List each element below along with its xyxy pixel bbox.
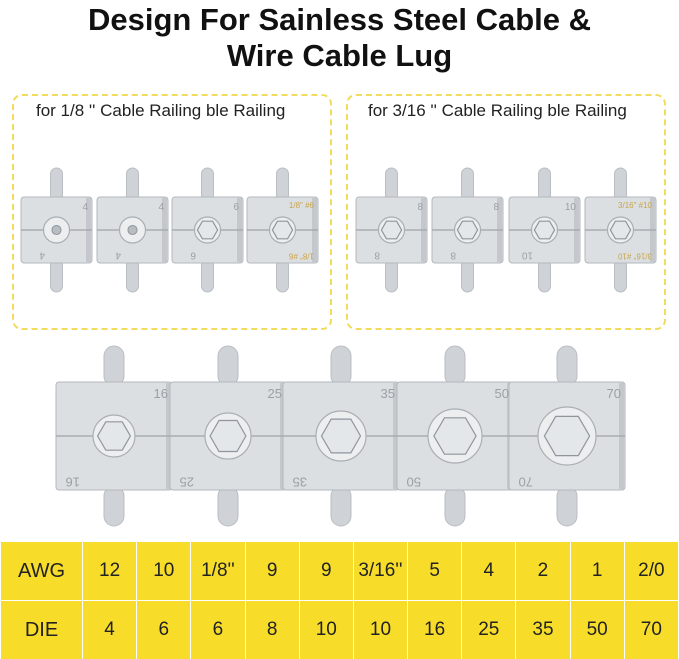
die-size-label-top: 3/16" #10	[618, 201, 652, 210]
awg-cell: 12	[83, 542, 137, 601]
awg-row	[1, 542, 679, 601]
die-pin-top	[462, 168, 474, 201]
die-pin-bottom	[386, 259, 398, 292]
die-pin-bottom	[218, 486, 238, 526]
die-hole	[272, 221, 292, 239]
die-pin-bottom	[104, 486, 124, 526]
awg-cell: 5	[408, 542, 462, 601]
die-size-label-top: 50	[494, 386, 509, 401]
die-cell: 35	[516, 601, 570, 659]
die-size-label-bottom: 4	[39, 249, 45, 261]
die-size-label-bottom: 4	[115, 249, 121, 261]
die-pin-top	[331, 346, 351, 386]
die-hole	[381, 221, 401, 239]
die-size-label-top: 6	[233, 202, 239, 213]
die-cell: 4	[83, 601, 137, 659]
die-pin-top	[277, 168, 289, 201]
die-size-label-bottom: 10	[521, 249, 533, 261]
die-size-label-bottom: 70	[518, 474, 533, 490]
die-pin-bottom	[277, 259, 289, 292]
die-hole	[457, 221, 477, 239]
die-cell: 6	[191, 601, 245, 659]
page-title	[0, 2, 679, 74]
awg-cell: 1	[570, 542, 624, 601]
crimp-die	[283, 346, 399, 526]
crimp-die	[585, 168, 656, 292]
die-pin-top	[51, 168, 63, 201]
die-cell: 6	[137, 601, 191, 659]
crimp-die	[172, 168, 243, 292]
group-label-1-8: for 1/8 '' Cable Railing ble Railing	[36, 101, 286, 120]
die-pin-bottom	[539, 259, 551, 292]
die-size-label-top: 10	[564, 202, 576, 213]
die-pin-bottom	[331, 486, 351, 526]
die-size-label-bottom: 6	[190, 249, 196, 261]
title-line-1: Design For Sainless Steel Cable &	[87, 2, 592, 37]
crimp-die	[247, 168, 318, 292]
die-hole	[534, 221, 554, 239]
die-size-label-top: 4	[158, 202, 164, 213]
awg-header: AWG	[1, 542, 83, 601]
crimp-die	[509, 346, 625, 526]
die-pin-top	[218, 346, 238, 386]
die-pin-bottom	[51, 259, 63, 292]
die-hole	[197, 221, 217, 239]
die-size-label-bottom: 8	[374, 249, 380, 261]
crimp-die	[509, 168, 580, 292]
die-size-label-top: 70	[606, 386, 621, 401]
die-pin-top	[557, 346, 577, 386]
crimp-die	[97, 168, 168, 292]
die-pin-top	[539, 168, 551, 201]
die-cell: 8	[245, 601, 299, 659]
die-cell: 16	[408, 601, 462, 659]
die-header: DIE	[1, 601, 83, 659]
group-label-3-16: for 3/16 '' Cable Railing ble Railing	[368, 101, 627, 120]
die-size-label-bottom: 8	[450, 249, 456, 261]
die-size-label-bottom: 3/16" #10	[618, 251, 652, 261]
awg-cell: 2	[516, 542, 570, 601]
die-pin-top	[104, 346, 124, 386]
die-size-label-top: 35	[380, 386, 395, 401]
die-row	[1, 601, 679, 659]
die-size-label-top: 16	[153, 386, 168, 401]
die-cell: 50	[570, 601, 624, 659]
awg-cell: 9	[245, 542, 299, 601]
awg-cell: 10	[137, 542, 191, 601]
die-pin-top	[202, 168, 214, 201]
crimp-die	[356, 168, 427, 292]
crimp-die	[21, 168, 92, 292]
die-size-label-bottom: 16	[65, 474, 80, 490]
die-pin-bottom	[615, 259, 627, 292]
die-pin-top	[386, 168, 398, 201]
crimp-die	[397, 346, 513, 526]
die-size-label-top: 8	[417, 202, 423, 213]
spec-table	[0, 541, 679, 659]
die-pin-top	[127, 168, 139, 201]
die-cell: 70	[624, 601, 678, 659]
die-pin-bottom	[462, 259, 474, 292]
die-size-label-top: 1/8" #6	[288, 201, 314, 210]
title-line-2: Wire Cable Lug	[226, 38, 453, 73]
crimp-die	[170, 346, 286, 526]
awg-cell: 3/16''	[353, 542, 407, 601]
crimp-die	[56, 346, 172, 526]
die-hole	[52, 225, 61, 234]
die-cell: 10	[299, 601, 353, 659]
awg-cell: 1/8''	[191, 542, 245, 601]
die-hole	[128, 225, 137, 234]
die-pin-top	[615, 168, 627, 201]
die-size-label-bottom: 1/8" #6	[288, 251, 314, 261]
die-size-label-bottom: 35	[292, 474, 307, 490]
die-size-label-bottom: 50	[406, 474, 421, 490]
die-hole	[610, 221, 630, 239]
die-size-label-top: 8	[493, 202, 499, 213]
awg-cell: 4	[462, 542, 516, 601]
die-cell: 25	[462, 601, 516, 659]
die-size-label-top: 4	[82, 202, 88, 213]
die-size-label-bottom: 25	[179, 474, 194, 490]
die-pin-top	[445, 346, 465, 386]
die-size-label-top: 25	[267, 386, 282, 401]
die-pin-bottom	[127, 259, 139, 292]
die-pin-bottom	[202, 259, 214, 292]
crimp-die	[432, 168, 503, 292]
die-pin-bottom	[557, 486, 577, 526]
awg-cell: 2/0	[624, 542, 678, 601]
awg-cell: 9	[299, 542, 353, 601]
die-pin-bottom	[445, 486, 465, 526]
die-cell: 10	[353, 601, 407, 659]
